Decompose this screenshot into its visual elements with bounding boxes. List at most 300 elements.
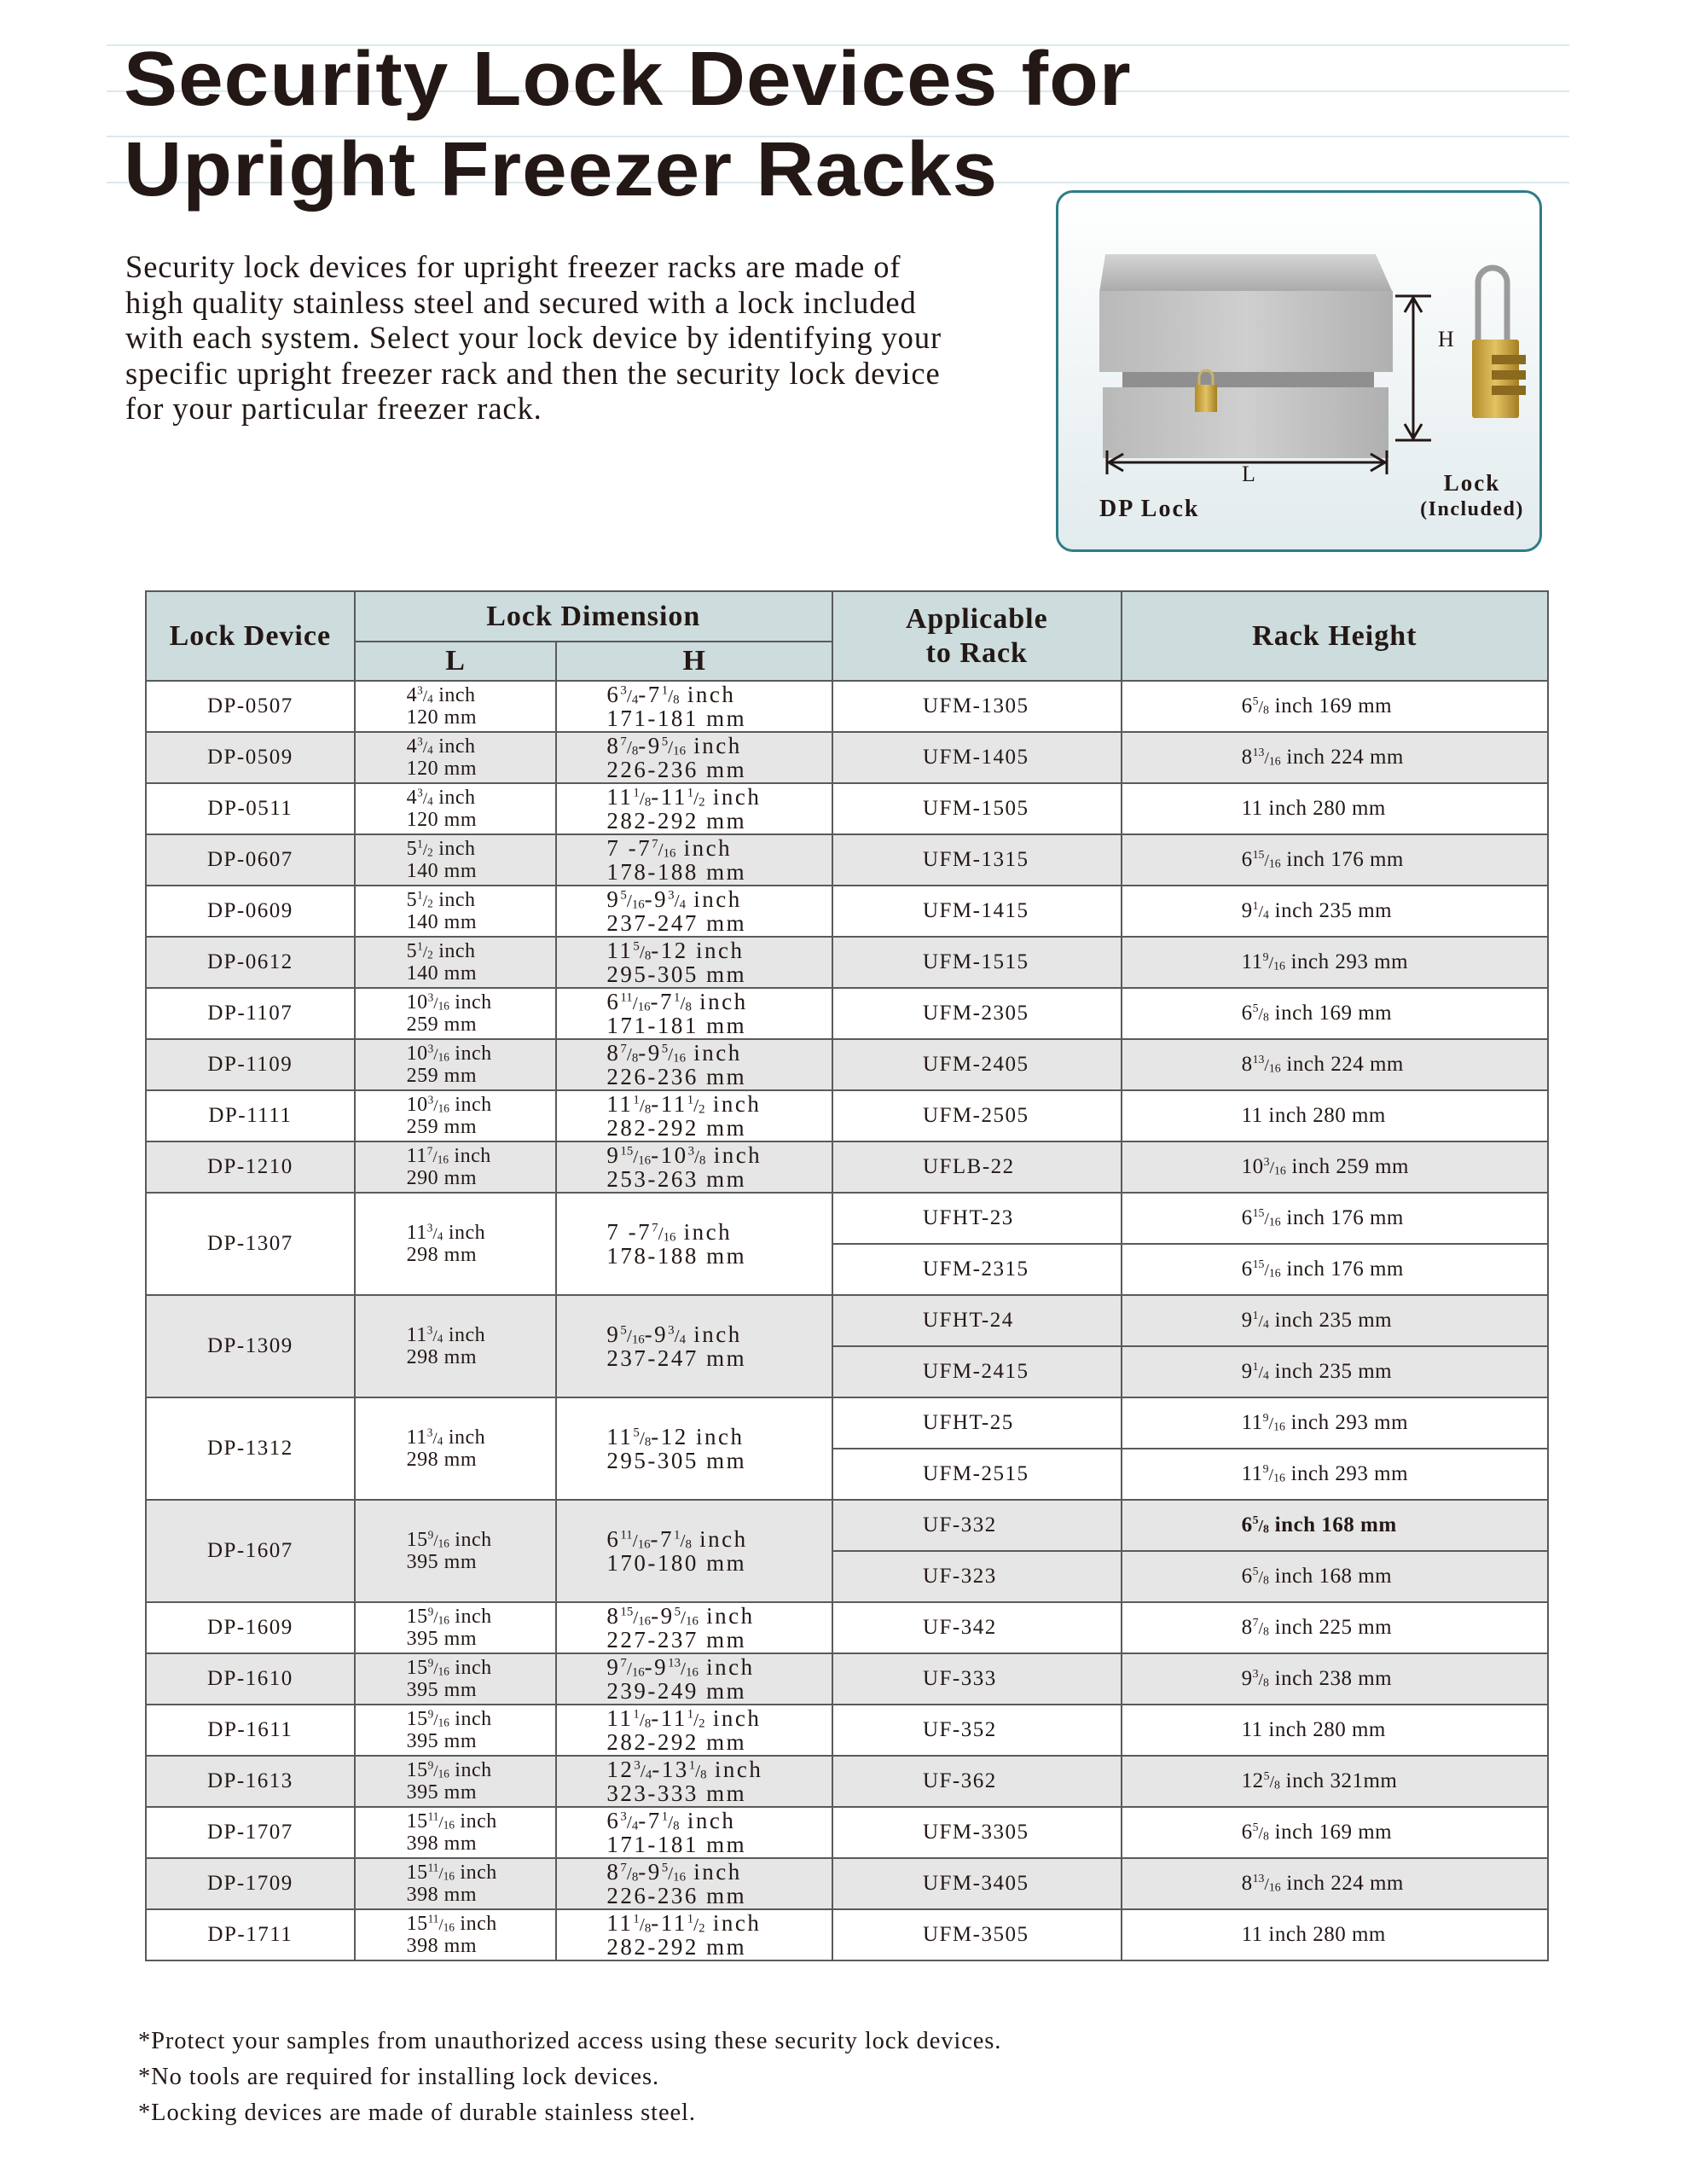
unit-text: inch: [705, 1142, 762, 1168]
length-inch: [407, 1862, 556, 1885]
fraction: [606, 683, 638, 707]
header-height: H: [556, 642, 832, 681]
fraction-denominator: 16: [438, 1612, 449, 1626]
table-row: [146, 1500, 1548, 1551]
height-range-cell: [556, 834, 832, 886]
length-mm: 140 mm: [406, 961, 478, 985]
fraction-numerator: 13: [1252, 1053, 1265, 1066]
fraction-numerator: 1: [1252, 899, 1259, 913]
fraction-slash: /: [433, 1531, 438, 1550]
lock-device-cell: DP-0507: [146, 681, 355, 732]
fraction: [606, 1528, 650, 1552]
unit-text: inch 176 mm: [1280, 1206, 1404, 1229]
fraction-slash: /: [432, 1224, 438, 1243]
rack-height-cell: [1122, 988, 1548, 1039]
rack-height-cell: [1122, 1141, 1548, 1193]
fraction-denominator: 2: [427, 947, 433, 961]
fraction-whole: 12: [606, 1757, 635, 1782]
fraction: [1242, 1155, 1286, 1179]
fraction: [407, 1862, 455, 1885]
unit-text: inch: [449, 1093, 492, 1116]
fraction-slash: /: [639, 942, 645, 962]
fraction-denominator: 8: [631, 1870, 639, 1885]
table-row: [146, 1602, 1548, 1653]
height-range-inch: [606, 837, 832, 861]
applicable-rack-cell: UF-332: [832, 1500, 1122, 1551]
header-lock-dimension: Lock Dimension: [355, 591, 832, 642]
fraction-numerator: 3: [427, 1041, 434, 1054]
fraction-numerator: 5: [1263, 1769, 1270, 1783]
fraction: [606, 786, 651, 810]
fraction: [638, 1221, 675, 1245]
fraction-numerator: 15: [1252, 1258, 1265, 1271]
fraction-numerator: 9: [427, 1604, 434, 1618]
height-range-mm: 282-292 mm: [606, 1115, 747, 1141]
page-title: [124, 34, 1132, 215]
fraction: [1242, 1002, 1269, 1025]
rack-height-cell: [1122, 1500, 1548, 1551]
fraction-numerator: 3: [426, 1322, 433, 1336]
text-fragment: -: [652, 1757, 662, 1782]
fraction-whole: 9: [647, 1859, 662, 1885]
fraction-denominator: 4: [631, 1819, 639, 1833]
lock-device-cell: DP-1613: [146, 1756, 355, 1807]
fraction-whole: 9: [606, 1654, 621, 1680]
fraction-slash: /: [1258, 1670, 1264, 1689]
lock-device-cell: DP-1709: [146, 1858, 355, 1909]
fraction-whole: 8: [606, 733, 621, 758]
lock-device-lid: [1099, 254, 1393, 293]
length-inch: [406, 1757, 556, 1782]
fraction-slash: /: [626, 1812, 632, 1833]
fraction-whole: 6: [1241, 1821, 1253, 1844]
fraction-slash: /: [422, 943, 428, 961]
fraction: [1242, 1360, 1269, 1384]
fraction: [606, 1042, 638, 1066]
unit-text: inch: [691, 989, 748, 1014]
fraction-whole: 10: [406, 990, 428, 1014]
intro-line: Security lock devices for upright freezer racks are made of: [125, 249, 901, 284]
fraction: [638, 837, 675, 861]
fraction: [406, 1092, 449, 1117]
unit-text: inch: [448, 1144, 491, 1167]
fraction-denominator: 8: [673, 1819, 680, 1833]
fraction-slash: /: [422, 840, 428, 859]
fraction-numerator: 1: [1252, 1309, 1259, 1322]
length-inch: [407, 1811, 556, 1833]
length-inch: [406, 1092, 556, 1117]
fraction-denominator: 16: [686, 1665, 699, 1680]
fraction-slash: /: [433, 994, 438, 1013]
table-row: [146, 1653, 1548, 1705]
fraction-slash: /: [658, 839, 664, 860]
fraction: [661, 1605, 699, 1629]
height-range-mm: 226-236 mm: [606, 1064, 747, 1089]
fraction: [406, 1322, 443, 1347]
height-range-mm: 178-188 mm: [606, 859, 747, 885]
fraction-denominator: 16: [631, 1333, 645, 1347]
fraction-slash: /: [1269, 1773, 1275, 1792]
rack-height-cell: [1122, 681, 1548, 732]
text-fragment: 11: [1241, 1104, 1263, 1127]
fraction-numerator: 3: [426, 1425, 433, 1438]
applicable-rack-cell: UFM-2315: [832, 1244, 1122, 1295]
fraction: [406, 1655, 449, 1680]
fraction: [406, 1757, 449, 1782]
unit-text: inch 169 mm: [1268, 694, 1393, 717]
height-range-inch: [606, 1426, 832, 1449]
fraction-numerator: 11: [427, 1809, 439, 1822]
fraction-denominator: 4: [645, 1768, 652, 1782]
height-range-cell: [556, 732, 832, 783]
fraction: [661, 786, 705, 810]
fraction-denominator: 8: [644, 1102, 652, 1117]
fraction-slash: /: [1258, 903, 1264, 921]
table-row: [146, 988, 1548, 1039]
height-range-cell: [556, 1039, 832, 1090]
fraction-denominator: 4: [1263, 1317, 1269, 1331]
unit-text: inch: [443, 1323, 486, 1346]
fraction-whole: 6: [1241, 1513, 1253, 1536]
fraction: [1242, 1872, 1281, 1896]
height-range-mm: 227-237 mm: [606, 1627, 747, 1653]
fraction-numerator: 1: [417, 938, 423, 952]
height-range-inch: [606, 735, 832, 758]
fraction-denominator: 4: [437, 1433, 443, 1447]
fraction-numerator: 5: [1252, 1821, 1259, 1834]
unit-text: inch: [432, 683, 476, 706]
fraction-slash: /: [639, 788, 645, 809]
length-inch: [406, 887, 556, 912]
fraction-whole: 8: [606, 1040, 621, 1066]
unit-text: inch 259 mm: [1285, 1155, 1409, 1178]
fraction: [1242, 1821, 1269, 1844]
fraction-denominator: 16: [1268, 1266, 1281, 1280]
rack-height-cell: [1122, 783, 1548, 834]
fraction-denominator: 8: [644, 1435, 652, 1449]
unit-text: inch: [454, 1912, 497, 1935]
rack-height-cell: [1122, 1244, 1548, 1295]
fraction-denominator: 2: [699, 1716, 705, 1731]
fraction-slash: /: [626, 1863, 632, 1884]
fraction-numerator: 13: [1252, 746, 1265, 759]
fraction: [606, 1861, 638, 1885]
fraction-numerator: 9: [1262, 1411, 1269, 1425]
fraction-whole: 8: [1241, 1053, 1253, 1076]
fraction-denominator: 16: [437, 1152, 449, 1165]
fraction-numerator: 15: [1252, 1206, 1265, 1220]
fraction-whole: 7: [638, 1219, 652, 1245]
fraction-numerator: 1: [417, 836, 423, 850]
fraction: [606, 1912, 651, 1936]
height-range-mm: 282-292 mm: [606, 1934, 747, 1960]
unit-text: inch 176 mm: [1280, 848, 1404, 871]
fraction-whole: 8: [1241, 746, 1253, 769]
table-row: [146, 783, 1548, 834]
fraction-denominator: 8: [1263, 1624, 1269, 1638]
fraction-slash: /: [695, 1761, 701, 1781]
unit-text: inch: [449, 1605, 492, 1628]
fraction-slash: /: [1269, 1159, 1275, 1177]
unit-text: inch: [687, 1424, 745, 1449]
length-inch: [406, 1655, 556, 1680]
applicable-rack-cell: UFLB-22: [832, 1141, 1122, 1193]
fraction-whole: 11: [660, 1091, 687, 1117]
fraction-denominator: 2: [699, 1102, 705, 1117]
fraction-slash: /: [438, 1813, 443, 1832]
applicable-rack-cell: UFM-2505: [832, 1090, 1122, 1141]
fraction-denominator: 8: [1263, 1010, 1269, 1024]
text-fragment: 7 -: [606, 835, 639, 861]
height-range-mm: 295-305 mm: [606, 961, 747, 987]
text-fragment: -: [651, 784, 661, 810]
unit-text: inch: [449, 1656, 492, 1679]
length-inch: [407, 736, 556, 758]
lock-device-spec-table: [145, 590, 1549, 1961]
fraction: [406, 1911, 455, 1936]
height-range-cell: [556, 1500, 832, 1602]
height-range-inch: [606, 939, 832, 963]
intro-paragraph: [125, 249, 1012, 427]
length-inch: [406, 938, 556, 963]
fraction-numerator: 5: [1252, 1565, 1259, 1578]
text-fragment: -: [651, 1142, 661, 1168]
page-title-line: Upright Freezer Racks: [124, 127, 999, 212]
lock-device-cell: DP-0609: [146, 886, 355, 937]
lock-device-cell: DP-1711: [146, 1909, 355, 1960]
fraction-whole: 11: [660, 784, 687, 810]
unit-text: inch: [449, 1528, 492, 1551]
fraction-denominator: 16: [1268, 1061, 1281, 1075]
fraction-slash: /: [693, 1710, 699, 1730]
fraction-denominator: 16: [1273, 1471, 1285, 1484]
fraction-whole: 9: [606, 1321, 621, 1347]
fraction: [648, 1042, 686, 1066]
unit-text: inch 176 mm: [1280, 1258, 1404, 1281]
fraction-numerator: 7: [426, 1143, 433, 1157]
table-row: [146, 732, 1548, 783]
unit-text: inch 293 mm: [1284, 950, 1409, 973]
length-mm: 140 mm: [406, 910, 478, 933]
fraction-numerator: 15: [620, 1144, 634, 1159]
applicable-rack-cell: UFM-2305: [832, 988, 1122, 1039]
height-range-mm: 282-292 mm: [606, 1729, 747, 1755]
length-cell: [355, 937, 557, 988]
fraction-whole: 9: [1241, 1667, 1253, 1690]
fraction-denominator: 8: [631, 744, 639, 758]
height-range-inch: [606, 990, 832, 1014]
rack-height-cell: [1122, 886, 1548, 937]
fraction: [1242, 1565, 1269, 1589]
unit-text: inch 293 mm: [1284, 1462, 1409, 1485]
length-inch: [406, 836, 556, 861]
length-cell: [355, 1807, 557, 1858]
applicable-rack-cell: UFHT-24: [832, 1295, 1122, 1346]
fraction-slash: /: [693, 1095, 699, 1116]
table-row: [146, 1756, 1548, 1807]
unit-text: inch: [454, 1861, 497, 1884]
fraction-whole: 11: [606, 1910, 634, 1936]
dp-lock-caption: DP Lock: [1099, 496, 1200, 522]
product-image-panel: [1056, 190, 1542, 552]
fraction-whole: 15: [406, 1605, 428, 1628]
fraction-slash: /: [438, 1915, 443, 1934]
fraction-numerator: 1: [687, 1707, 694, 1722]
intro-line: for your particular freezer rack.: [125, 391, 542, 427]
fraction-whole: 6: [1241, 1258, 1253, 1281]
length-cell: [355, 1193, 557, 1295]
fraction-slash: /: [422, 687, 428, 706]
header-applicable-line: to Rack: [925, 636, 1028, 669]
fraction-denominator: 4: [437, 1228, 443, 1242]
fraction-whole: 5: [406, 939, 418, 962]
unit-text: inch 280 mm: [1262, 1923, 1386, 1946]
fraction-slash: /: [432, 1327, 438, 1345]
fraction-numerator: 5: [1252, 1002, 1259, 1015]
fraction-denominator: 8: [644, 1716, 652, 1731]
applicable-rack-cell: UF-333: [832, 1653, 1122, 1705]
height-range-cell: [556, 1295, 832, 1397]
length-mm: 398 mm: [406, 1832, 478, 1855]
height-range-cell: [556, 1193, 832, 1295]
fraction-denominator: 16: [443, 1868, 455, 1882]
length-inch: [406, 1143, 556, 1168]
fraction-whole: 11: [660, 1910, 687, 1936]
fraction-whole: 9: [606, 886, 621, 912]
length-mm: 395 mm: [406, 1729, 478, 1752]
table-row: [146, 834, 1548, 886]
height-range-inch: [606, 1758, 832, 1782]
fraction-denominator: 4: [631, 693, 639, 707]
fraction: [606, 1656, 644, 1680]
fraction: [648, 683, 680, 707]
fraction: [1242, 1053, 1281, 1077]
length-cell: [355, 1397, 557, 1500]
unit-text: inch: [704, 1091, 762, 1117]
length-cell: [355, 1039, 557, 1090]
fraction: [407, 992, 449, 1014]
unit-text: inch: [432, 837, 476, 860]
length-inch: [407, 787, 556, 810]
length-inch: [406, 1706, 556, 1731]
fraction-slash: /: [433, 1096, 438, 1115]
fraction-denominator: 16: [631, 1665, 645, 1680]
unit-text: inch 224 mm: [1280, 746, 1404, 769]
table-row: [146, 1909, 1548, 1960]
fraction-denominator: 4: [679, 897, 687, 912]
length-mm: 140 mm: [406, 859, 478, 882]
height-range-inch: [606, 1221, 832, 1245]
footnotes: [138, 2024, 1001, 2131]
fraction-slash: /: [668, 1044, 674, 1065]
fraction-denominator: 16: [663, 1230, 676, 1245]
height-range-mm: 178-188 mm: [606, 1243, 747, 1269]
fraction: [606, 1605, 651, 1629]
fraction-slash: /: [432, 1429, 438, 1448]
fraction: [606, 1707, 651, 1731]
fraction: [406, 1527, 449, 1552]
text-fragment: -: [638, 733, 648, 758]
unit-text: inch: [432, 735, 476, 758]
length-mm: 120 mm: [406, 757, 478, 780]
rack-height-cell: [1122, 1346, 1548, 1397]
page-title-line: Security Lock Devices for: [124, 37, 1132, 122]
fraction: [661, 1707, 705, 1731]
fraction-denominator: 4: [1263, 1368, 1269, 1382]
unit-text: inch 224 mm: [1280, 1872, 1404, 1895]
unit-text: inch 169 mm: [1268, 1821, 1393, 1844]
fraction-numerator: 9: [427, 1655, 434, 1669]
fraction-numerator: 13: [668, 1656, 681, 1670]
rack-height-cell: [1122, 1090, 1548, 1141]
fraction-denominator: 8: [644, 949, 652, 963]
fraction-slash: /: [626, 686, 632, 706]
fraction-slash: /: [639, 1428, 645, 1449]
fraction-denominator: 16: [638, 1153, 652, 1168]
fraction: [407, 1811, 455, 1833]
rack-height-cell: [1122, 1193, 1548, 1244]
rack-height-cell: [1122, 1449, 1548, 1500]
table-row: [146, 937, 1548, 988]
fraction: [1242, 1769, 1280, 1793]
height-range-mm: 323-333 mm: [606, 1780, 747, 1806]
rack-height-cell: [1122, 1602, 1548, 1653]
fraction-whole: 5: [406, 837, 418, 860]
fraction-whole: 11: [406, 1144, 427, 1167]
fraction-numerator: 1: [687, 1912, 694, 1926]
fraction: [661, 1144, 706, 1168]
fraction-numerator: 5: [661, 735, 669, 749]
fraction-denominator: 4: [679, 1333, 687, 1347]
table-row: [146, 1858, 1548, 1909]
table-row: [146, 1090, 1548, 1141]
fraction-whole: 15: [406, 1528, 428, 1551]
fraction-numerator: 11: [427, 1911, 439, 1925]
length-inch: [406, 1527, 556, 1552]
fraction-slash: /: [668, 686, 674, 706]
table-row: [146, 1193, 1548, 1244]
fraction-denominator: 8: [685, 1537, 692, 1552]
fraction: [660, 990, 692, 1014]
unit-text: inch: [687, 938, 745, 963]
fraction-numerator: 5: [1252, 1513, 1259, 1527]
fraction-whole: 11: [406, 1426, 427, 1449]
length-cell: [355, 681, 557, 732]
height-range-inch: [606, 1144, 832, 1168]
fraction-numerator: 5: [620, 888, 627, 903]
text-fragment: -: [651, 1603, 661, 1629]
fraction-slash: /: [668, 737, 674, 758]
height-range-cell: [556, 1397, 832, 1500]
unit-text: inch: [698, 1603, 755, 1629]
fraction-denominator: 16: [1273, 959, 1285, 973]
height-range-cell: [556, 1705, 832, 1756]
fraction-whole: 9: [654, 1321, 669, 1347]
fraction-numerator: 1: [417, 887, 423, 901]
fraction: [661, 1912, 705, 1936]
fraction: [606, 1426, 651, 1449]
intro-line: high quality stainless steel and secured with a lock included: [125, 284, 917, 320]
fraction-denominator: 16: [438, 1715, 449, 1728]
fraction: [1242, 746, 1281, 770]
fraction-numerator: 5: [633, 939, 640, 954]
fraction-denominator: 16: [438, 1049, 449, 1063]
applicable-rack-cell: UFM-2405: [832, 1039, 1122, 1090]
fraction-denominator: 16: [1274, 1164, 1286, 1177]
height-range-inch: [606, 1861, 832, 1885]
unit-text: inch 280 mm: [1262, 797, 1386, 820]
fraction-numerator: 3: [620, 683, 627, 698]
